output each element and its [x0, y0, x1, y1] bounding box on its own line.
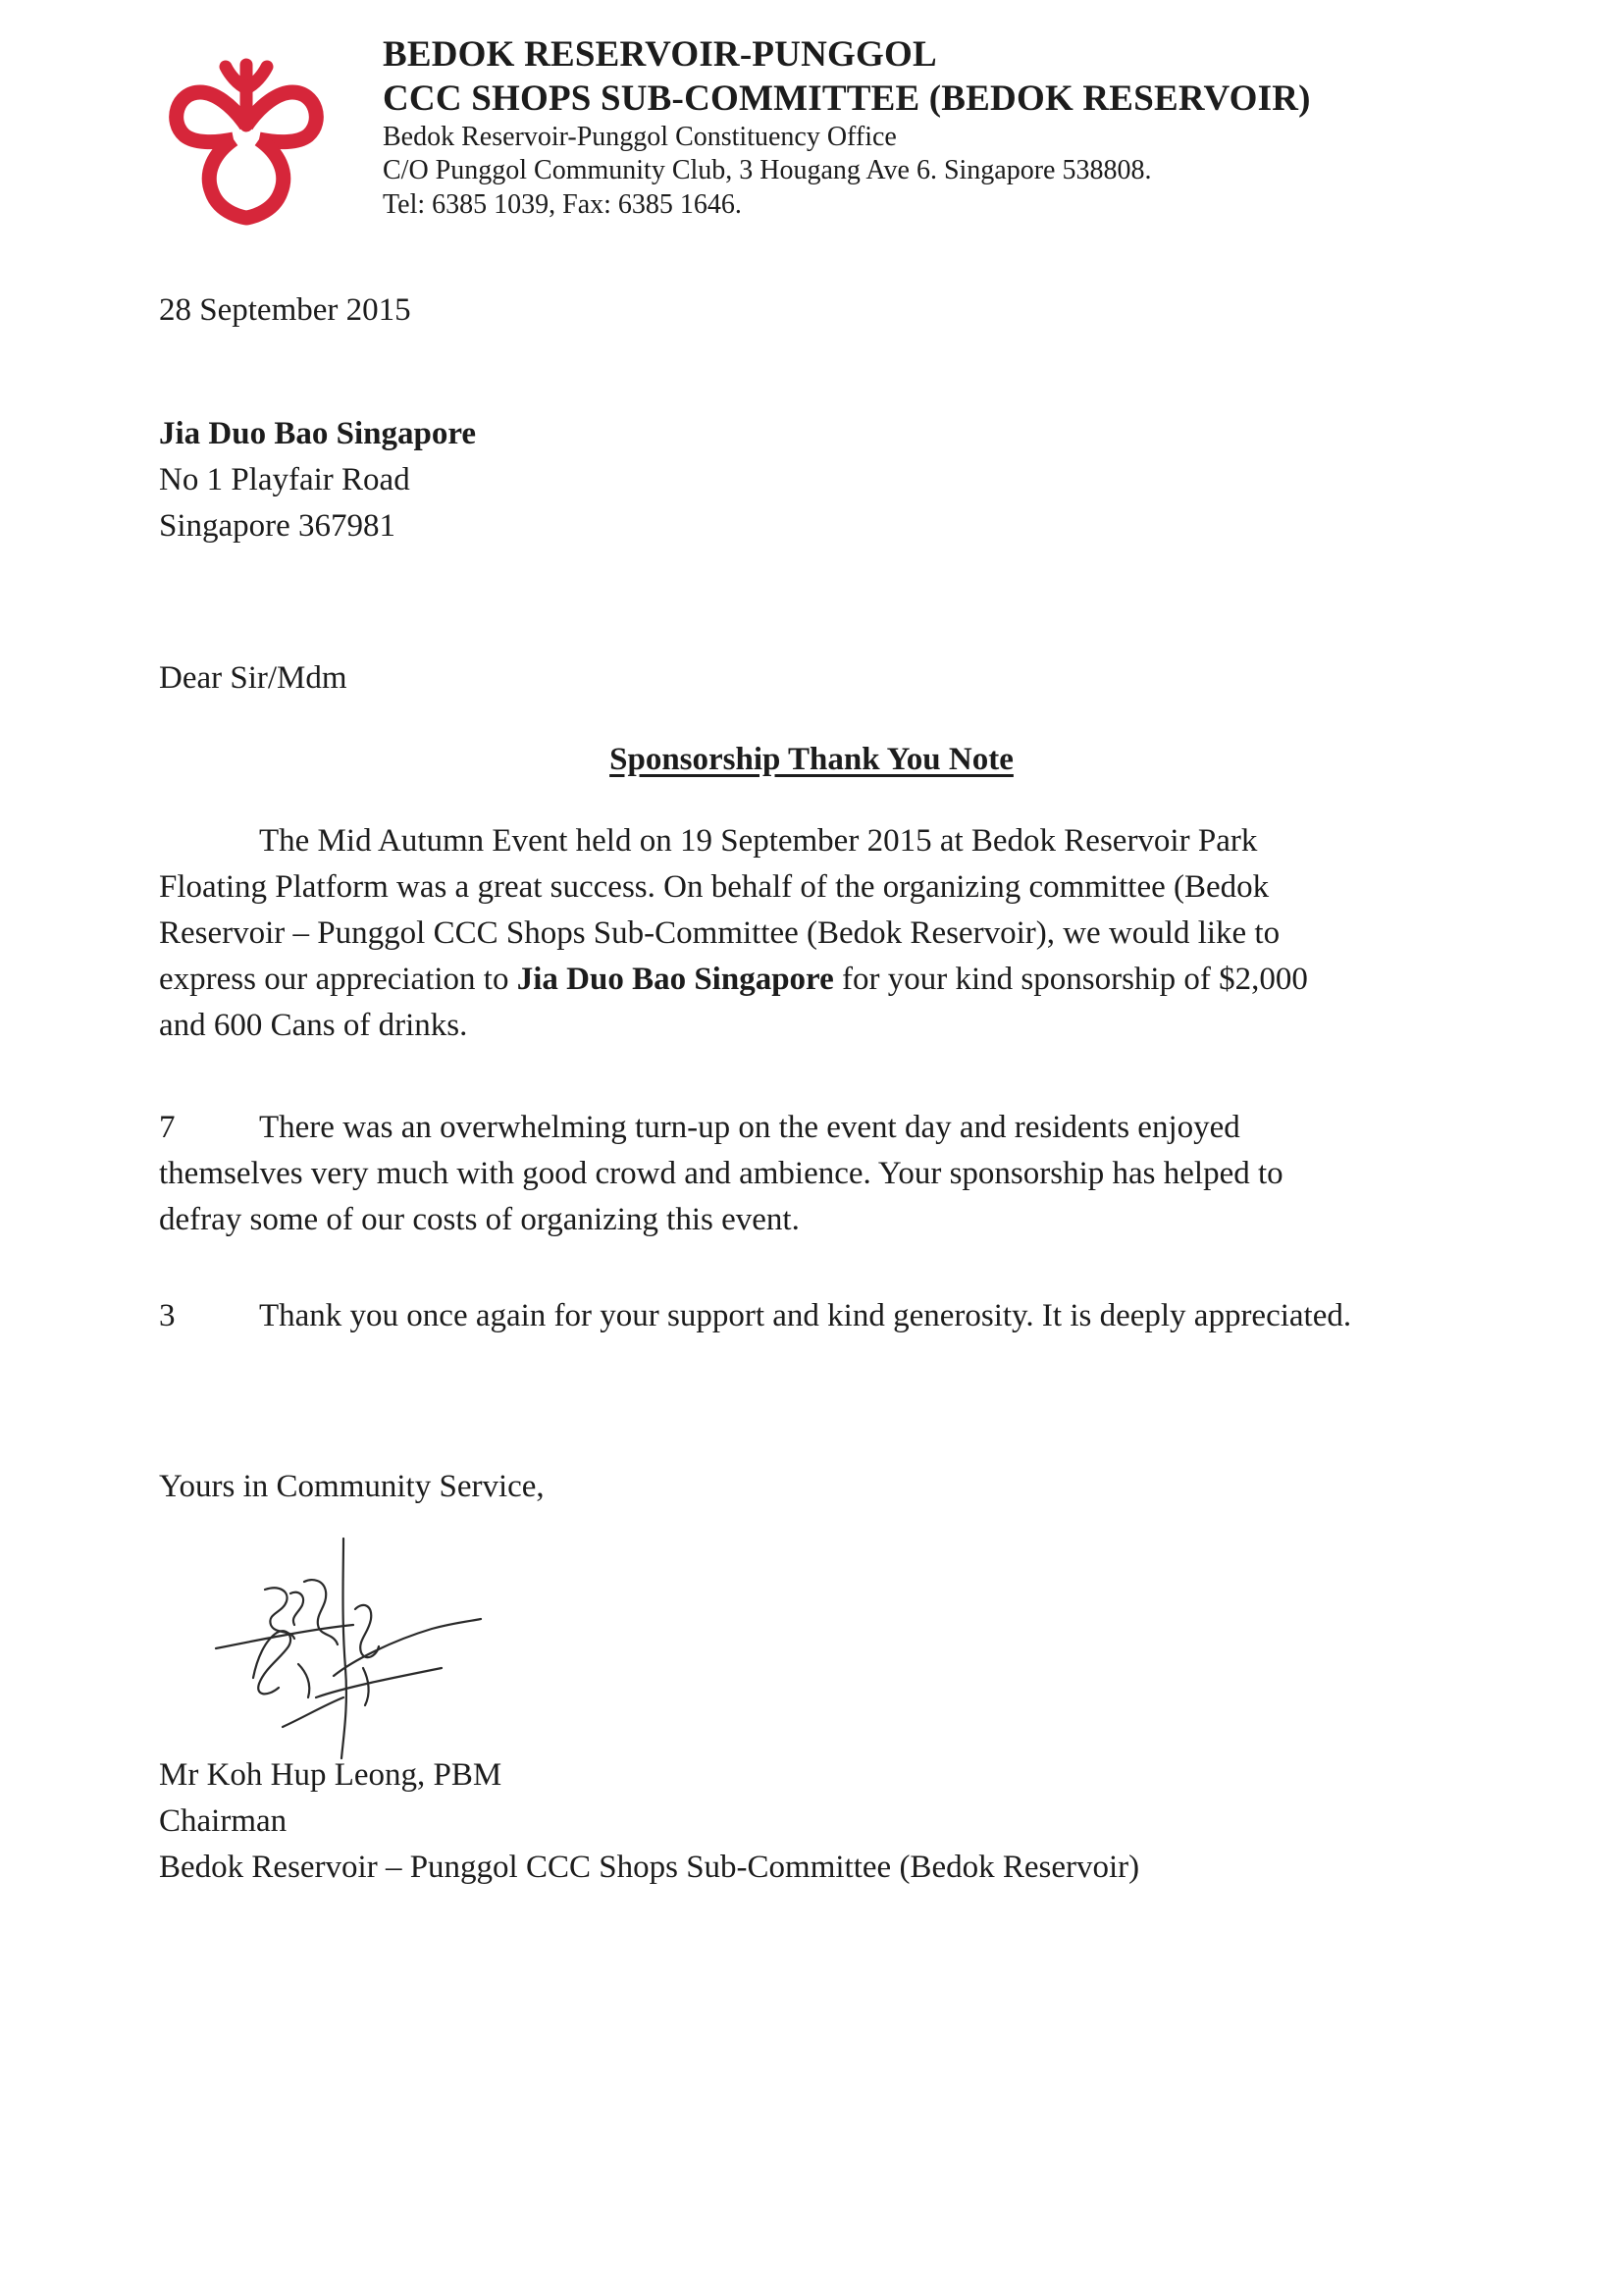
paragraph-2-line-1: There was an overwhelming turn-up on the event day and residents enjoyed: [259, 1110, 1240, 1145]
signatory-title: Chairman: [159, 1803, 288, 1839]
letterhead-address: C/O Punggol Community Club, 3 Hougang Ave 6. Singapore 538808.: [383, 155, 1152, 185]
recipient-block: [159, 411, 476, 549]
letter-subject: Sponsorship Thank You Note: [609, 742, 1014, 777]
signatory-organization: Bedok Reservoir – Punggol CCC Shops Sub-Committee (Bedok Reservoir): [159, 1850, 1140, 1885]
paragraph-1-line-4-start: express our appreciation to: [159, 962, 517, 997]
salutation: Dear Sir/Mdm: [159, 660, 347, 696]
recipient-address-line-2: Singapore 367981: [159, 508, 396, 544]
paragraph-2-number: 7: [159, 1110, 176, 1145]
ccc-logo: [155, 45, 338, 228]
closing: Yours in Community Service,: [159, 1469, 545, 1504]
paragraph-3: [159, 1293, 1474, 1339]
sponsor-name-bold: Jia Duo Bao Singapore: [516, 962, 834, 997]
paragraph-3-line-1: Thank you once again for your support and kind generosity. It is deeply appreciated.: [259, 1298, 1352, 1333]
paragraph-1-line-4-end: for your kind sponsorship of $2,000: [833, 962, 1308, 997]
paragraph-2-line-2: themselves very much with good crowd and ambience. Your sponsorship has helped to: [159, 1156, 1283, 1191]
paragraph-2-line-3: defray some of our costs of organizing this event.: [159, 1202, 800, 1237]
paragraph-1-line-3: Reservoir – Punggol CCC Shops Sub-Committee (Bedok Reservoir), we would like to: [159, 915, 1281, 951]
signatory-block: [159, 1752, 1139, 1891]
signatory-name: Mr Koh Hup Leong, PBM: [159, 1757, 502, 1793]
paragraph-2: [159, 1105, 1474, 1243]
paragraph-3-number: 3: [159, 1298, 176, 1333]
paragraph-1-line-1: The Mid Autumn Event held on 19 September 2015 at Bedok Reservoir Park: [259, 823, 1258, 859]
letter-date: 28 September 2015: [159, 292, 411, 328]
recipient-address-line-1: No 1 Playfair Road: [159, 462, 410, 497]
letterhead-office: Bedok Reservoir-Punggol Constituency Office: [383, 122, 897, 152]
letterhead-org-line-2: CCC SHOPS SUB-COMMITTEE (BEDOK RESERVOIR): [383, 78, 1311, 119]
paragraph-1-line-5: and 600 Cans of drinks.: [159, 1008, 468, 1043]
letterhead-contact: Tel: 6385 1039, Fax: 6385 1646.: [383, 189, 742, 220]
paragraph-1-line-2: Floating Platform was a great success. On behalf of the organizing committee (Bedok: [159, 869, 1270, 905]
handwritten-signature: [196, 1531, 491, 1766]
letterhead-org-line-1: BEDOK RESERVOIR-PUNGGOL: [383, 34, 937, 75]
recipient-name: Jia Duo Bao Singapore: [159, 416, 477, 451]
paragraph-1: [159, 818, 1474, 1049]
